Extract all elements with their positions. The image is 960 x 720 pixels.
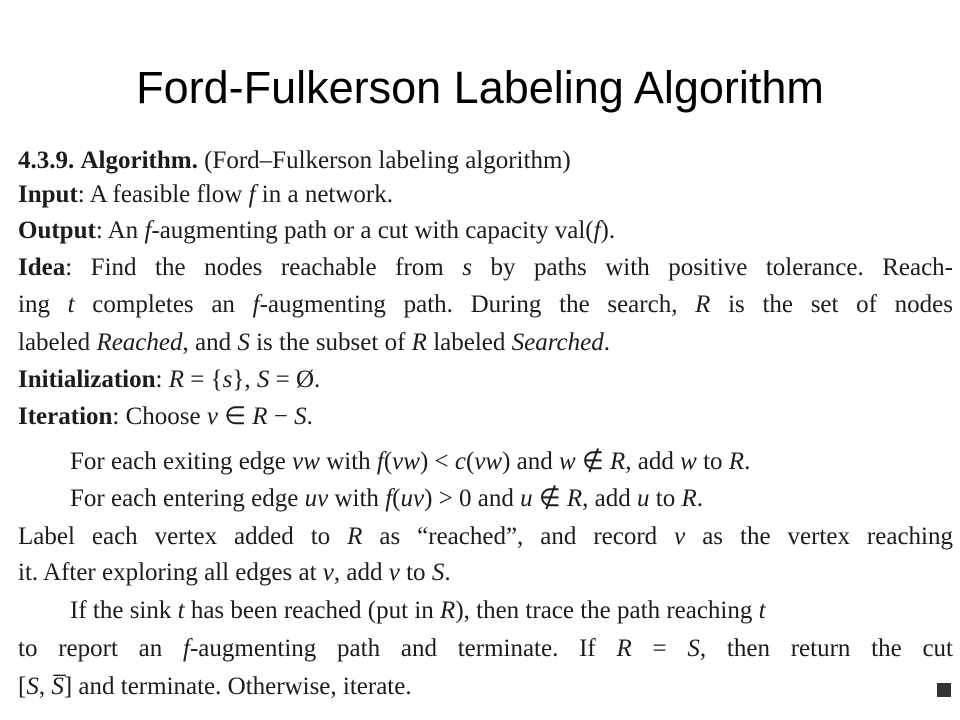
label-text: Label each vertex added to	[18, 523, 348, 550]
math-R: R	[411, 329, 427, 356]
idea-text: .	[603, 329, 610, 356]
exit-text: , add	[625, 448, 681, 475]
iteration-line	[18, 404, 313, 429]
math-s: s	[462, 254, 472, 281]
exit-text: For each exiting edge	[70, 448, 293, 475]
iter-text: .	[306, 403, 313, 430]
sink-text: ), then trace the path reaching	[455, 597, 759, 624]
idea-text: ing	[18, 291, 68, 318]
sink-text: =	[631, 635, 688, 662]
end-of-proof-mark-icon	[937, 683, 951, 697]
math-S: S	[26, 673, 39, 700]
math-f: f	[376, 448, 384, 475]
math-f: f	[183, 635, 190, 662]
math-vw: vw	[292, 448, 320, 475]
iter-text: : Choose	[112, 403, 207, 430]
enter-text: (	[392, 485, 401, 512]
math-S: S	[237, 329, 250, 356]
math-c: c	[454, 448, 466, 475]
sink-text: [	[18, 673, 27, 700]
math-uv: uv	[400, 485, 425, 512]
math-t: t	[758, 597, 766, 624]
init-text: = Ø.	[269, 366, 321, 393]
label-text: it. After exploring all edges at	[18, 559, 323, 586]
math-uv: uv	[304, 485, 329, 512]
idea-text: , and	[182, 329, 238, 356]
math-R: R	[347, 523, 363, 550]
iter-text: ∈	[217, 403, 253, 430]
exit-text: (	[466, 448, 475, 475]
math-vw: vw	[392, 448, 420, 475]
exit-text: to	[696, 448, 729, 475]
math-S: S	[256, 366, 270, 393]
math-S-bar: S̅	[51, 673, 64, 700]
math-v: v	[322, 559, 334, 586]
math-u: u	[637, 485, 650, 512]
output-text: -augmenting path or a cut with capacity val(	[151, 217, 594, 244]
idea-line-3	[18, 330, 610, 355]
math-vw: vw	[474, 448, 503, 475]
math-R: R	[566, 485, 583, 512]
input-label: Input	[18, 181, 78, 208]
algorithm-heading-line	[18, 148, 571, 173]
math-w: w	[680, 448, 697, 475]
label-searched: Searched	[511, 329, 604, 356]
math-v: v	[674, 523, 686, 550]
sink-text: has been reached (put in	[184, 597, 441, 624]
idea-text: labeled	[18, 329, 97, 356]
exit-text: with	[319, 448, 377, 475]
sink-text: ,	[38, 673, 52, 700]
init-text: = {	[184, 366, 223, 393]
label-text: to	[399, 559, 432, 586]
sink-line-3	[18, 674, 412, 699]
sink-text: If the sink	[70, 597, 178, 624]
output-line	[18, 218, 615, 243]
label-text: , add	[333, 559, 389, 586]
exit-text: ∉	[575, 448, 610, 475]
math-R: R	[252, 403, 268, 430]
sink-line-1	[70, 598, 766, 623]
exit-text: .	[744, 448, 751, 475]
init-text: },	[232, 366, 257, 393]
idea-text: completes an	[74, 291, 253, 318]
idea-text: -augmenting path. During the search,	[259, 291, 696, 318]
math-u: u	[520, 485, 533, 512]
label-line-1	[18, 524, 953, 549]
enter-text: For each entering edge	[70, 485, 305, 512]
slide-title: Ford-Fulkerson Labeling Algorithm	[136, 62, 824, 113]
algorithm-heading: Algorithm.	[80, 147, 198, 174]
sink-text: to report an	[18, 635, 183, 662]
exit-text: ) <	[419, 448, 455, 475]
math-f: f	[248, 181, 256, 208]
exit-text: ) and	[502, 448, 560, 475]
output-text: ).	[600, 217, 616, 244]
math-S: S	[294, 403, 307, 430]
initialization-line	[18, 367, 320, 392]
input-text: in a network.	[255, 181, 393, 208]
enter-text: ∉	[532, 485, 567, 512]
algorithm-heading-note: (Ford–Fulkerson labeling algorithm)	[204, 147, 571, 174]
init-text: :	[155, 366, 169, 393]
math-t: t	[67, 291, 75, 318]
label-text: as “reached”, and record	[362, 523, 675, 550]
output-text: : An	[95, 217, 145, 244]
math-R: R	[440, 597, 456, 624]
input-text: : A feasible flow	[77, 181, 249, 208]
idea-text: labeled	[426, 329, 512, 356]
math-S: S	[431, 559, 445, 586]
math-R: R	[681, 485, 697, 512]
sink-text: -augmenting path and terminate. If	[189, 635, 617, 662]
enter-text: ) > 0 and	[424, 485, 521, 512]
math-f: f	[593, 217, 601, 244]
math-R: R	[168, 366, 184, 393]
sink-text: , then return the cut	[699, 635, 953, 662]
label-line-2	[18, 560, 451, 585]
math-R: R	[616, 635, 632, 662]
algorithm-number: 4.3.9.	[18, 147, 75, 174]
enter-text: to	[649, 485, 682, 512]
input-line	[18, 182, 393, 207]
sink-text: ] and terminate. Otherwise, iterate.	[63, 673, 412, 700]
math-f: f	[144, 217, 152, 244]
math-R: R	[728, 448, 745, 475]
output-label: Output	[18, 217, 96, 244]
math-f: f	[385, 485, 393, 512]
math-s: s	[222, 366, 233, 393]
exit-text: (	[383, 448, 393, 475]
enter-text: with	[328, 485, 386, 512]
idea-line-2	[18, 292, 953, 317]
idea-text: is the subset of	[249, 329, 412, 356]
idea-text: by paths with positive tolerance. Reach-	[471, 254, 953, 281]
entering-edge-line	[70, 486, 703, 511]
idea-line-1	[18, 255, 953, 280]
exiting-edge-line	[70, 449, 750, 474]
idea-text: : Find the nodes reachable from	[65, 254, 463, 281]
iter-text: −	[267, 403, 295, 430]
label-text: as the vertex reaching	[685, 523, 953, 550]
math-w: w	[559, 448, 576, 475]
initialization-label: Initialization	[18, 366, 156, 393]
label-text: .	[444, 559, 451, 586]
math-v: v	[206, 403, 218, 430]
math-S: S	[687, 635, 700, 662]
label-reached: Reached	[96, 329, 183, 356]
enter-text: .	[696, 485, 704, 512]
math-R: R	[610, 448, 626, 475]
math-v: v	[388, 559, 400, 586]
math-f: f	[252, 291, 260, 318]
idea-label: Idea	[18, 254, 66, 281]
sink-line-2	[18, 636, 953, 661]
iteration-label: Iteration	[18, 403, 113, 430]
enter-text: , add	[582, 485, 638, 512]
math-t: t	[177, 597, 185, 624]
math-R: R	[695, 291, 711, 318]
idea-text: is the set of nodes	[710, 291, 954, 318]
